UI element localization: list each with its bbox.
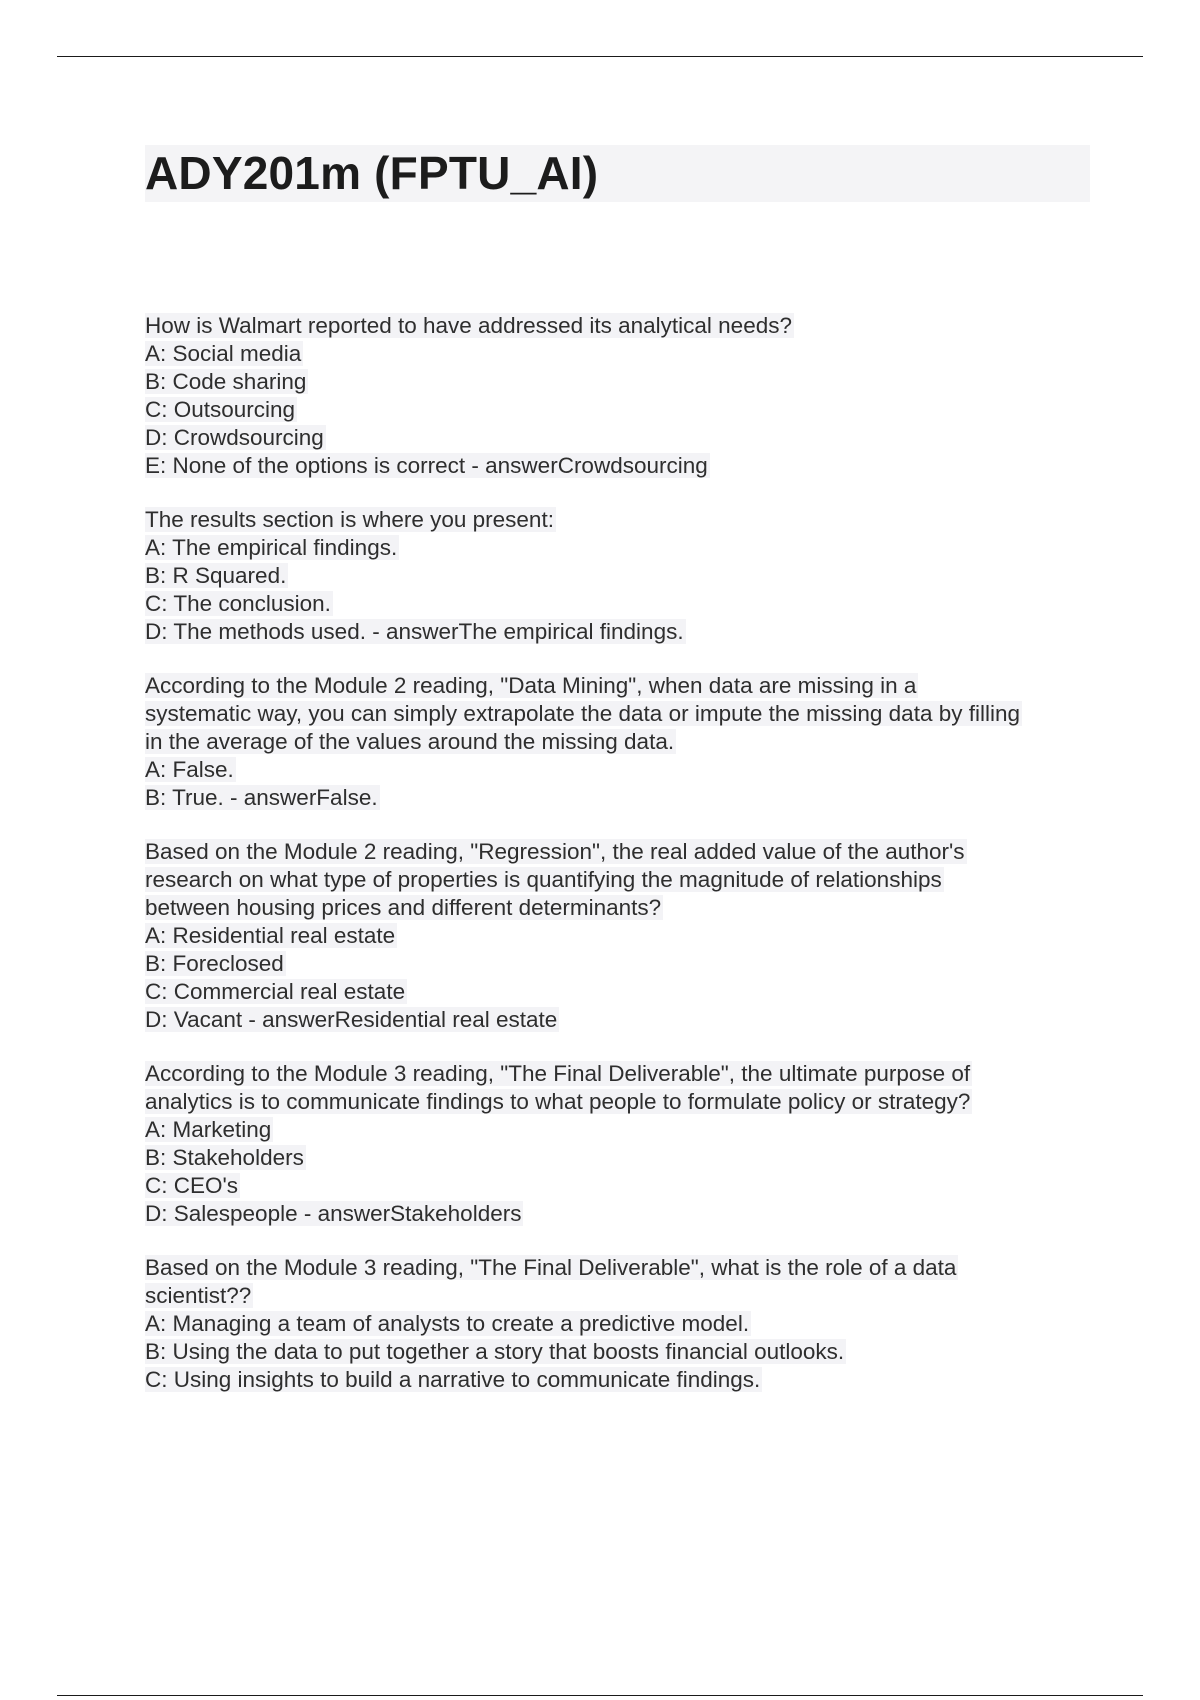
answer-option: A: Residential real estate <box>145 923 396 948</box>
answer-option: A: False. <box>145 757 234 782</box>
answer-option: B: Using the data to put together a story that boosts financial outlooks. <box>145 1339 845 1364</box>
question-text: research on what type of properties is quantifying the magnitude of relationships <box>145 867 942 892</box>
question-block <box>145 838 1105 1034</box>
answer-option: D: Salespeople - answerStakeholders <box>145 1201 522 1226</box>
answer-option: C: Commercial real estate <box>145 979 406 1004</box>
question-text: According to the Module 2 reading, "Data Mining", when data are missing in a <box>145 673 917 698</box>
question-text: systematic way, you can simply extrapolate the data or impute the missing data by filling <box>145 701 1020 726</box>
answer-option: B: Code sharing <box>145 369 307 394</box>
question-block <box>145 506 1105 646</box>
answer-option: D: The methods used. - answerThe empirical findings. <box>145 619 684 644</box>
answer-option: D: Vacant - answerResidential real estate <box>145 1007 558 1032</box>
answer-option: A: Managing a team of analysts to create a predictive model. <box>145 1311 750 1336</box>
question-block <box>145 1060 1105 1228</box>
answer-option: B: Foreclosed <box>145 951 284 976</box>
answer-option: C: Outsourcing <box>145 397 296 422</box>
question-text: Based on the Module 3 reading, "The Final Deliverable", what is the role of a data <box>145 1255 957 1280</box>
question-text: analytics is to communicate findings to what people to formulate policy or strategy? <box>145 1089 971 1114</box>
answer-option: C: Using insights to build a narrative to communicate findings. <box>145 1367 761 1392</box>
question-text: Based on the Module 2 reading, "Regression", the real added value of the author's <box>145 839 965 864</box>
question-text: between housing prices and different determinants? <box>145 895 662 920</box>
answer-option: A: Marketing <box>145 1117 272 1142</box>
answer-option: A: The empirical findings. <box>145 535 398 560</box>
question-list <box>145 312 1105 1420</box>
question-block <box>145 1254 1105 1394</box>
answer-option: E: None of the options is correct - answerCrowdsourcing <box>145 453 708 478</box>
bottom-rule <box>57 1695 1143 1696</box>
answer-option: D: Crowdsourcing <box>145 425 324 450</box>
answer-option: C: CEO's <box>145 1173 239 1198</box>
question-text: scientist?? <box>145 1283 252 1308</box>
answer-option: B: R Squared. <box>145 563 287 588</box>
question-text: in the average of the values around the missing data. <box>145 729 675 754</box>
answer-option: B: Stakeholders <box>145 1145 304 1170</box>
question-text: According to the Module 3 reading, "The Final Deliverable", the ultimate purpose of <box>145 1061 971 1086</box>
answer-option: C: The conclusion. <box>145 591 331 616</box>
question-text: The results section is where you present: <box>145 507 554 532</box>
answer-option: A: Social media <box>145 341 302 366</box>
document-title: ADY201m (FPTU_AI) <box>145 147 599 199</box>
question-block <box>145 312 1105 480</box>
question-block <box>145 672 1105 812</box>
answer-option: B: True. - answerFalse. <box>145 785 378 810</box>
question-text: How is Walmart reported to have addressed its analytical needs? <box>145 313 792 338</box>
top-rule <box>57 56 1143 57</box>
